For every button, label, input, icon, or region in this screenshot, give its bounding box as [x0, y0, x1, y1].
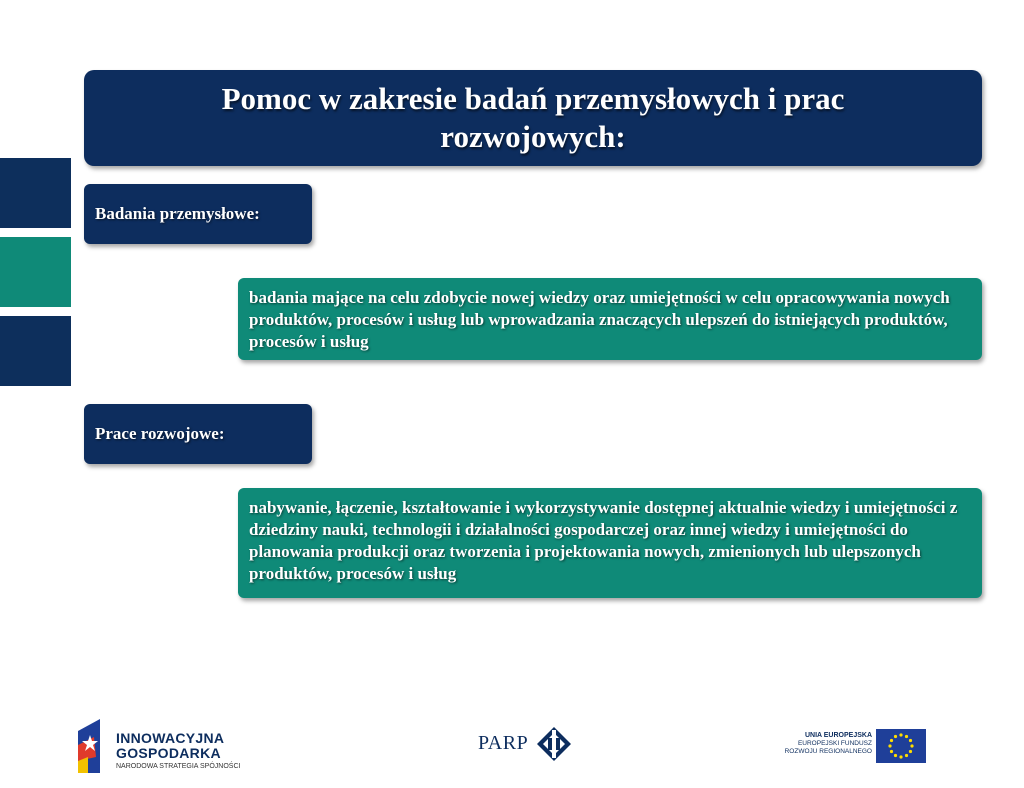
eu-logo-line3: ROZWOJU REGIONALNEGO [784, 748, 872, 755]
eu-flag-icon [876, 729, 926, 763]
parp-emblem-icon [536, 726, 572, 762]
eu-logo-line2: EUROPEJSKI FUNDUSZ [797, 740, 872, 747]
ig-logo-line3: NARODOWA STRATEGIA SPÓJNOŚCI [116, 763, 241, 770]
eu-logo-line1: UNIA EUROPEJSKA [804, 732, 872, 739]
eu-fund-logo [780, 727, 930, 765]
ig-logo-line1: INNOWACYJNA [116, 730, 225, 746]
ig-logo-line2: GOSPODARKA [116, 745, 221, 761]
definition-text: nabywanie, łączenie, kształtowanie i wykorzystywanie dostępnej aktualnie wiedzy i umiejętności z dziedziny nauki, technologii i działalności gospodarczej oraz innej wiedzy i umiejętności do planowania produkcji oraz tworzenia i projektowania nowych, zmienionych lub ulepszonych produktów, procesów i usług [249, 498, 958, 583]
section-label-badania [84, 184, 312, 244]
definition-prace [238, 488, 982, 598]
side-accent-teal [0, 237, 71, 307]
innowacyjna-gospodarka-logo [74, 715, 274, 775]
section-label-text: Prace rozwojowe: [95, 424, 225, 443]
definition-badania [238, 278, 982, 360]
slide-title-box [84, 70, 982, 166]
ig-emblem-icon [74, 717, 108, 775]
parp-logo [478, 726, 578, 762]
section-label-prace [84, 404, 312, 464]
section-label-text: Badania przemysłowe: [95, 204, 260, 223]
definition-text: badania mające na celu zdobycie nowej wiedzy oraz umiejętności w celu opracowywania nowych produktów, procesów i usług lub wprowadzania znaczących ulepszeń do istniejących produktów, procesów i usług [249, 288, 950, 351]
side-accent-navy-top [0, 158, 71, 228]
slide-title: Pomoc w zakresie badań przemysłowych i prac rozwojowych: [221, 81, 845, 154]
parp-logo-text: PARP [478, 732, 529, 754]
side-accent-navy-bottom [0, 316, 71, 386]
